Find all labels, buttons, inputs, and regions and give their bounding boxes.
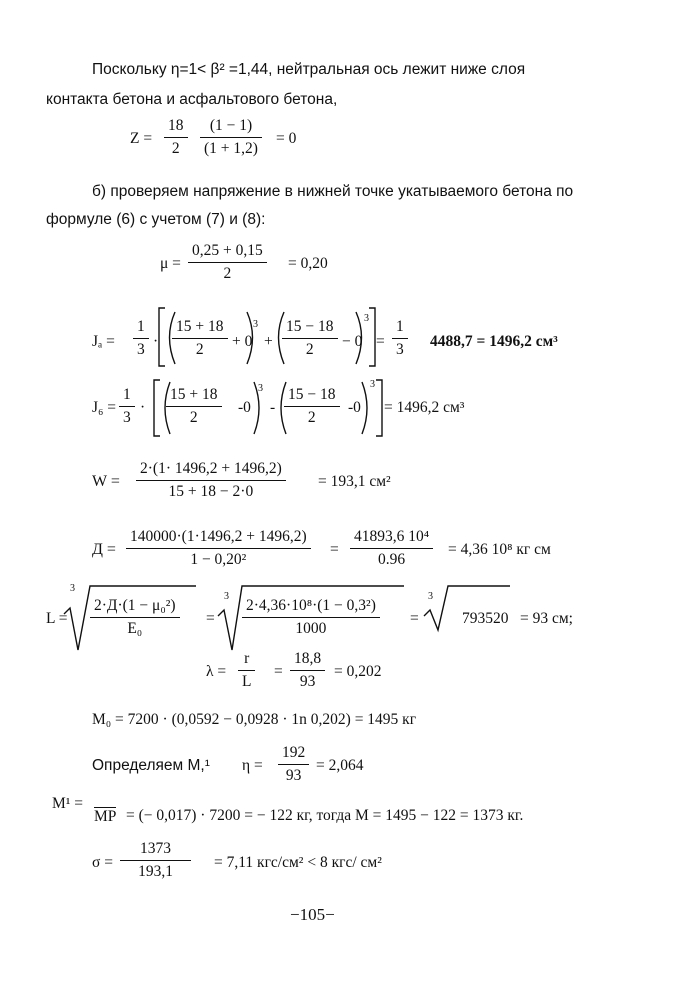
- root-index: 3: [224, 591, 229, 602]
- eq-result: 4488,7 = 1496,2 см³: [430, 333, 558, 350]
- left-bracket: [154, 380, 160, 436]
- numerator: 15 + 18: [170, 386, 218, 403]
- equals-sign: =: [376, 333, 385, 350]
- denominator: 2: [195, 340, 204, 358]
- paragraph-line: б) проверяем напряжение в нижней точке укатываемого бетона по: [92, 183, 574, 200]
- exponent: 3: [258, 383, 263, 394]
- numerator: 0,25 + 0,15: [192, 242, 263, 259]
- right-paren: [254, 382, 259, 434]
- left-paren: [165, 382, 170, 434]
- right-paren: [247, 312, 253, 364]
- exponent: 3: [370, 379, 375, 390]
- paragraph-line: Поскольку η=1< β² =1,44, нейтральная ось лежит ниже слоя: [92, 61, 526, 78]
- eq-lhs: W =: [92, 473, 120, 490]
- right-paren: [362, 382, 367, 434]
- denominator: 0.96: [378, 550, 406, 568]
- denominator: 3: [123, 408, 131, 426]
- denominator: L: [242, 672, 252, 690]
- eq-rhs: = 0: [276, 130, 297, 147]
- eq-lhs: Z =: [130, 130, 153, 147]
- exponent: 3: [364, 313, 369, 324]
- eq-lhs: μ =: [160, 255, 181, 272]
- denominator: 2: [305, 340, 314, 358]
- root-radicand: 793520: [462, 610, 509, 627]
- denominator: 15 + 18 − 2·0: [168, 482, 254, 500]
- page-number: −105−: [290, 905, 335, 924]
- equals-sign: =: [410, 610, 419, 627]
- eq-lhs: Jₐ =: [92, 333, 115, 350]
- denominator: E₀: [127, 619, 143, 637]
- term-rest: + 0: [232, 333, 253, 350]
- numerator: 2·Д·(1 − μ₀²): [94, 597, 176, 614]
- denominator: (1 + 1,2): [204, 139, 258, 157]
- denominator: 1000: [295, 619, 327, 637]
- numerator: 1: [396, 318, 404, 335]
- denominator: 2: [223, 264, 232, 282]
- denominator: 3: [396, 340, 404, 358]
- cube-root-sign: [218, 586, 404, 650]
- eq-rhs: = 2,064: [316, 757, 364, 774]
- right-bracket: [376, 380, 382, 436]
- numerator: 140000·(1·1496,2 + 1496,2): [130, 528, 307, 545]
- eq-rhs: = 193,1 см²: [318, 473, 391, 490]
- denominator: 193,1: [138, 862, 173, 880]
- denominator: 3: [137, 340, 145, 358]
- eq-rhs: = 7,11 кгс/см² < 8 кгс/ см²: [214, 854, 382, 871]
- cube-root-sign: [64, 583, 196, 650]
- eq-rhs: = 93 см;: [520, 610, 573, 627]
- numerator: 15 − 18: [286, 318, 334, 335]
- numerator: 192: [282, 744, 306, 761]
- numerator: 18,8: [294, 650, 322, 667]
- equals-sign: =: [274, 663, 283, 680]
- denominator: 2: [307, 408, 316, 426]
- numerator: 15 + 18: [176, 318, 224, 335]
- eq-rest: = (− 0,017) · 7200 = − 122 кг, тогда М = 1495 − 122 = 1373 кг.: [126, 807, 524, 824]
- eq-rhs: = 4,36 10⁸ кг см: [448, 541, 551, 558]
- numerator: r: [244, 650, 250, 667]
- eq-lhs: λ =: [206, 663, 227, 680]
- numerator: 18: [168, 117, 184, 134]
- dot-operator: ·: [153, 333, 159, 350]
- numerator: 2·(1· 1496,2 + 1496,2): [140, 460, 282, 477]
- equals-sign: =: [206, 610, 215, 627]
- root-index: 3: [428, 591, 433, 602]
- denominator: 1 − 0,20²: [190, 550, 247, 568]
- eq-rhs: = 0,202: [334, 663, 382, 680]
- dot-operator: ·: [140, 399, 146, 416]
- m1-label: Определяем M,¹: [92, 757, 210, 774]
- denominator: 93: [299, 672, 316, 690]
- eq-rhs: = 0,20: [288, 255, 328, 272]
- eq-lhs: J₆ =: [92, 399, 117, 416]
- eq-lhs: σ =: [92, 854, 113, 871]
- left-paren: [281, 382, 286, 434]
- numerator: 15 − 18: [288, 386, 336, 403]
- term-rest: -0: [238, 399, 251, 416]
- cube-root-sign: [424, 586, 510, 630]
- mp-overline: MP: [94, 808, 117, 825]
- eq-lhs: M¹ =: [52, 795, 84, 812]
- eq-lhs: Д =: [92, 541, 116, 558]
- denominator: 2: [171, 139, 180, 157]
- minus-operator: -: [270, 399, 276, 416]
- right-paren: [356, 312, 362, 364]
- left-paren: [279, 312, 285, 364]
- right-bracket: [369, 308, 375, 366]
- numerator: 1: [123, 386, 131, 403]
- paragraph-line: формуле (6) с учетом (7) и (8):: [46, 211, 266, 228]
- plus-operator: +: [264, 333, 273, 350]
- numerator: 2·4,36·10⁸·(1 − 0,3²): [246, 597, 376, 614]
- equals-sign: =: [330, 541, 339, 558]
- eq-lhs: L =: [46, 610, 68, 627]
- term-rest: -0: [348, 399, 361, 416]
- denominator: 2: [189, 408, 198, 426]
- exponent: 3: [253, 319, 258, 330]
- m0-equation: M₀ = 7200 · (0,0592 − 0,0928 · 1n 0,202) = 1495 кг: [92, 711, 417, 728]
- root-index: 3: [70, 583, 75, 594]
- numerator: 1: [137, 318, 145, 335]
- denominator: 93: [285, 766, 302, 784]
- left-paren: [170, 312, 176, 364]
- eq-lhs: η =: [242, 757, 263, 774]
- eq-result: = 1496,2 см³: [384, 399, 465, 416]
- numerator: 1373: [140, 840, 171, 857]
- left-bracket: [159, 308, 165, 366]
- paragraph-line: контакта бетона и асфальтового бетона,: [46, 91, 338, 108]
- numerator: (1 − 1): [209, 117, 253, 134]
- numerator: 41893,6 10⁴: [354, 528, 430, 545]
- term-rest: − 0: [342, 333, 363, 350]
